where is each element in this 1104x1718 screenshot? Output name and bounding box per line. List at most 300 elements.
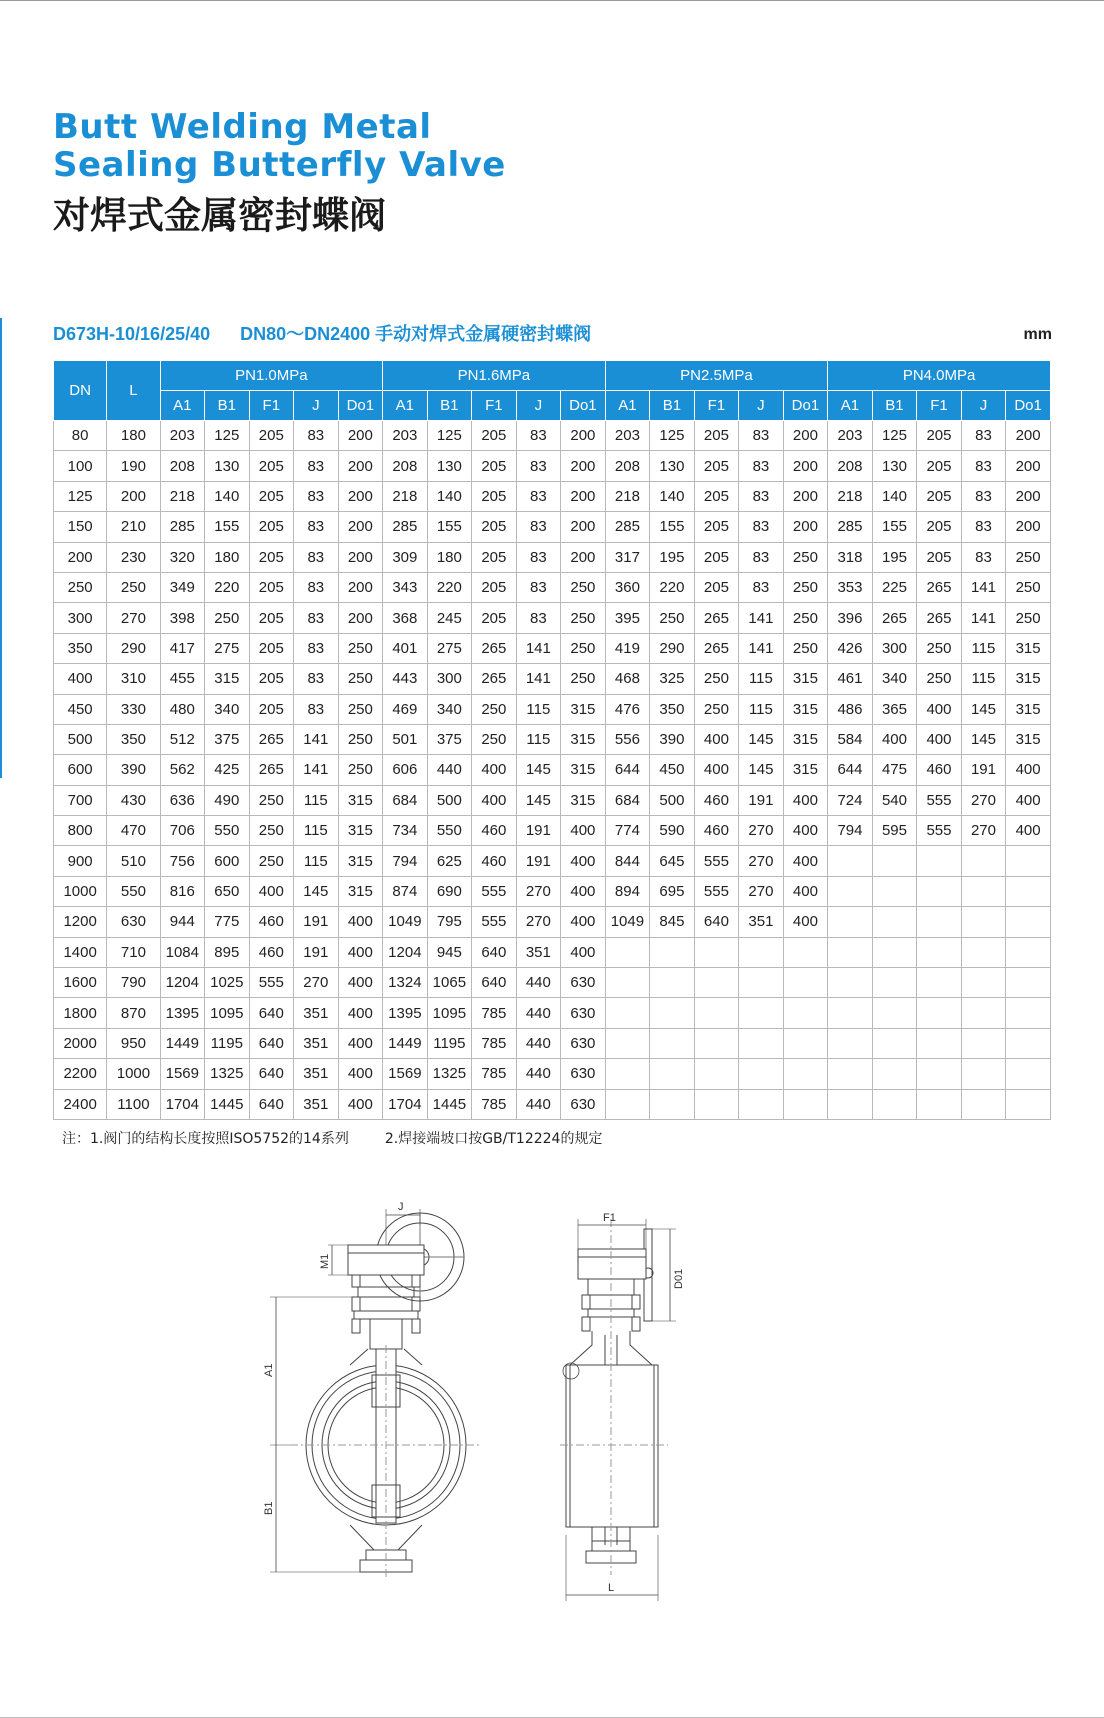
table-cell: 1800: [54, 998, 107, 1028]
table-cell: 1325: [205, 1059, 250, 1089]
table-cell: 130: [205, 451, 250, 481]
table-cell: 191: [516, 846, 561, 876]
table-cell: 83: [294, 542, 339, 572]
table-cell: 650: [205, 876, 250, 906]
table-cell: 83: [739, 512, 784, 542]
table-cell: 125: [54, 481, 107, 511]
table-cell: 83: [961, 481, 1006, 511]
table-cell: 200: [561, 451, 606, 481]
table-cell: [872, 846, 917, 876]
table-cell: 250: [249, 785, 294, 815]
table-cell: 200: [338, 542, 383, 572]
table-cell: 141: [294, 755, 339, 785]
table-cell: 556: [605, 724, 650, 754]
table-cell: 200: [338, 481, 383, 511]
table-cell: 125: [650, 421, 695, 451]
table-cell: 205: [917, 481, 962, 511]
table-cell: 270: [961, 816, 1006, 846]
model-code: D673H-10/16/25/40: [53, 324, 211, 344]
table-cell: [605, 968, 650, 998]
table-row: [54, 512, 1051, 542]
table-cell: 265: [249, 724, 294, 754]
table-cell: 290: [650, 633, 695, 663]
side-gearbox: [578, 1249, 646, 1279]
table-cell: 205: [249, 633, 294, 663]
table-cell: 600: [54, 755, 107, 785]
table-cell: 270: [516, 876, 561, 906]
table-cell: 155: [872, 512, 917, 542]
dim-label-b1: B1: [263, 1501, 275, 1515]
dim-label-a1: A1: [263, 1363, 275, 1377]
table-cell: 340: [205, 694, 250, 724]
table-cell: 400: [783, 816, 828, 846]
table-cell: 220: [650, 572, 695, 602]
table-cell: 83: [516, 451, 561, 481]
table-cell: 550: [205, 816, 250, 846]
table-cell: 190: [107, 451, 160, 481]
table-cell: 315: [338, 876, 383, 906]
table-cell: 450: [54, 694, 107, 724]
table-row: [54, 542, 1051, 572]
table-cell: 300: [427, 664, 472, 694]
table-cell: 208: [383, 451, 428, 481]
table-cell: 400: [472, 785, 517, 815]
table-cell: [605, 1028, 650, 1058]
table-cell: 191: [961, 755, 1006, 785]
table-cell: 460: [249, 937, 294, 967]
table-cell: 595: [872, 816, 917, 846]
table-cell: 460: [694, 785, 739, 815]
table-cell: 205: [917, 542, 962, 572]
table-cell: 417: [160, 633, 205, 663]
table-cell: 1000: [107, 1059, 160, 1089]
header-sub-j: J: [961, 391, 1006, 421]
table-cell: 600: [205, 846, 250, 876]
table-cell: 83: [739, 542, 784, 572]
table-cell: 245: [427, 603, 472, 633]
table-cell: 1400: [54, 937, 107, 967]
table-cell: 390: [107, 755, 160, 785]
table-cell: [605, 1059, 650, 1089]
table-cell: 870: [107, 998, 160, 1028]
left-accent-bar: [0, 318, 2, 778]
table-cell: [917, 998, 962, 1028]
table-cell: [1006, 1089, 1051, 1119]
table-cell: [961, 937, 1006, 967]
table-cell: 265: [472, 664, 517, 694]
table-cell: 83: [961, 542, 1006, 572]
table-cell: 141: [294, 724, 339, 754]
table-cell: 874: [383, 876, 428, 906]
table-cell: 150: [54, 512, 107, 542]
table-cell: 200: [1006, 451, 1051, 481]
table-cell: 115: [516, 694, 561, 724]
table-cell: 500: [54, 724, 107, 754]
table-cell: 1000: [54, 876, 107, 906]
gearbox: [348, 1245, 424, 1275]
table-cell: 555: [917, 816, 962, 846]
table-cell: 115: [961, 633, 1006, 663]
table-cell: 220: [205, 572, 250, 602]
header-group-pn2-5: PN2.5MPa: [605, 361, 828, 391]
header-sub-do1: Do1: [338, 391, 383, 421]
table-cell: 351: [739, 907, 784, 937]
table-cell: 724: [828, 785, 873, 815]
table-cell: 250: [338, 664, 383, 694]
table-cell: [694, 1059, 739, 1089]
header-group-pn4-0: PN4.0MPa: [828, 361, 1051, 391]
table-cell: [1006, 1028, 1051, 1058]
table-cell: 440: [516, 998, 561, 1028]
table-cell: 400: [783, 846, 828, 876]
table-cell: 640: [249, 1028, 294, 1058]
table-cell: 225: [872, 572, 917, 602]
table-cell: 785: [472, 1059, 517, 1089]
table-cell: 83: [294, 694, 339, 724]
table-cell: 400: [338, 1089, 383, 1119]
table-row: [54, 603, 1051, 633]
table-cell: 191: [739, 785, 784, 815]
table-cell: 690: [427, 876, 472, 906]
table-cell: 460: [249, 907, 294, 937]
table-cell: 205: [249, 421, 294, 451]
table-cell: 83: [961, 421, 1006, 451]
table-cell: [828, 1089, 873, 1119]
table-cell: 468: [605, 664, 650, 694]
table-cell: 205: [249, 694, 294, 724]
dim-label-f1: F1: [603, 1212, 616, 1224]
dim-label-l: L: [608, 1582, 615, 1594]
table-cell: 205: [249, 481, 294, 511]
table-row: [54, 876, 1051, 906]
table-cell: 180: [427, 542, 472, 572]
table-cell: 203: [828, 421, 873, 451]
table-cell: 200: [561, 512, 606, 542]
table-cell: [739, 998, 784, 1028]
table-cell: [828, 876, 873, 906]
table-cell: 250: [1006, 603, 1051, 633]
table-cell: 630: [561, 1028, 606, 1058]
table-cell: 2200: [54, 1059, 107, 1089]
table-cell: 684: [605, 785, 650, 815]
table-cell: 895: [205, 937, 250, 967]
table-cell: 470: [107, 816, 160, 846]
table-cell: 794: [383, 846, 428, 876]
table-cell: 315: [783, 755, 828, 785]
table-cell: 141: [961, 572, 1006, 602]
table-cell: 275: [427, 633, 472, 663]
table-cell: 285: [605, 512, 650, 542]
table-cell: 141: [516, 664, 561, 694]
table-cell: 900: [54, 846, 107, 876]
table-cell: [872, 1089, 917, 1119]
table-cell: [872, 1059, 917, 1089]
table-cell: 130: [427, 451, 472, 481]
table-cell: 400: [694, 755, 739, 785]
table-cell: 205: [249, 542, 294, 572]
table-cell: [961, 968, 1006, 998]
table-cell: 325: [650, 664, 695, 694]
table-cell: 950: [107, 1028, 160, 1058]
table-cell: 315: [1006, 664, 1051, 694]
table-cell: 155: [427, 512, 472, 542]
table-cell: 695: [650, 876, 695, 906]
table-cell: 205: [694, 542, 739, 572]
table-cell: 590: [650, 816, 695, 846]
table-row: [54, 1089, 1051, 1119]
table-cell: 205: [249, 603, 294, 633]
table-cell: 440: [516, 1059, 561, 1089]
title-english-line1: Butt Welding Metal: [53, 107, 432, 147]
table-cell: [917, 876, 962, 906]
table-cell: 630: [561, 968, 606, 998]
table-cell: 270: [739, 876, 784, 906]
table-cell: 400: [561, 816, 606, 846]
table-cell: [828, 968, 873, 998]
table-cell: 270: [294, 968, 339, 998]
table-cell: 400: [561, 846, 606, 876]
table-cell: 83: [961, 451, 1006, 481]
table-cell: 315: [1006, 724, 1051, 754]
table-cell: 205: [472, 603, 517, 633]
table-cell: 790: [107, 968, 160, 998]
table-cell: 205: [917, 451, 962, 481]
table-cell: 315: [561, 694, 606, 724]
title-english-line2: Sealing Butterfly Valve: [53, 145, 506, 185]
table-cell: 426: [828, 633, 873, 663]
table-cell: 200: [107, 481, 160, 511]
table-cell: 630: [107, 907, 160, 937]
table-cell: [650, 968, 695, 998]
table-cell: 115: [516, 724, 561, 754]
table-cell: 400: [694, 724, 739, 754]
table-cell: 300: [872, 633, 917, 663]
table-cell: 636: [160, 785, 205, 815]
table-cell: 285: [383, 512, 428, 542]
table-cell: 315: [1006, 633, 1051, 663]
table-header-row-groups: [54, 361, 1051, 391]
table-cell: 450: [650, 755, 695, 785]
table-cell: 555: [249, 968, 294, 998]
header-sub-b1: B1: [205, 391, 250, 421]
table-cell: [1006, 998, 1051, 1028]
table-cell: 145: [739, 755, 784, 785]
table-cell: 460: [472, 816, 517, 846]
table-cell: 512: [160, 724, 205, 754]
table-cell: 140: [205, 481, 250, 511]
table-cell: 83: [294, 572, 339, 602]
table-cell: 83: [294, 633, 339, 663]
table-cell: [783, 1089, 828, 1119]
table-cell: 285: [160, 512, 205, 542]
table-cell: 250: [561, 572, 606, 602]
table-cell: 1204: [383, 937, 428, 967]
table-cell: [783, 998, 828, 1028]
table-cell: 400: [561, 907, 606, 937]
table-cell: [961, 907, 1006, 937]
table-cell: 200: [561, 542, 606, 572]
table-cell: 270: [516, 907, 561, 937]
spec-table: [53, 360, 1051, 1120]
header-sub-j: J: [739, 391, 784, 421]
table-cell: 220: [427, 572, 472, 602]
header-sub-a1: A1: [828, 391, 873, 421]
table-cell: 250: [472, 724, 517, 754]
table-cell: [917, 1089, 962, 1119]
table-header-row-sub: [54, 391, 1051, 421]
table-row: [54, 633, 1051, 663]
note-2: 2.焊接端坡口按GB/T12224的规定: [384, 1131, 603, 1147]
table-cell: 191: [294, 937, 339, 967]
table-cell: 315: [783, 664, 828, 694]
table-cell: [605, 998, 650, 1028]
table-cell: 330: [107, 694, 160, 724]
table-cell: 1600: [54, 968, 107, 998]
table-cell: 205: [694, 572, 739, 602]
table-cell: 460: [917, 755, 962, 785]
table-cell: [739, 1089, 784, 1119]
table-cell: 351: [294, 1028, 339, 1058]
table-cell: [872, 1028, 917, 1058]
unit-label: mm: [1023, 326, 1052, 343]
header-sub-b1: B1: [650, 391, 695, 421]
table-row: [54, 572, 1051, 602]
table-cell: 315: [561, 724, 606, 754]
table-cell: 191: [294, 907, 339, 937]
table-cell: 203: [605, 421, 650, 451]
header-sub-f1: F1: [249, 391, 294, 421]
table-cell: 115: [294, 816, 339, 846]
table-cell: 315: [338, 816, 383, 846]
table-cell: 800: [54, 816, 107, 846]
table-cell: 115: [739, 694, 784, 724]
table-cell: 125: [872, 421, 917, 451]
table-cell: 145: [294, 876, 339, 906]
table-cell: [917, 1028, 962, 1058]
table-cell: 83: [739, 451, 784, 481]
table-cell: [650, 1028, 695, 1058]
table-cell: 309: [383, 542, 428, 572]
table-cell: 555: [472, 876, 517, 906]
table-cell: 250: [694, 694, 739, 724]
table-cell: 1395: [383, 998, 428, 1028]
table-cell: 210: [107, 512, 160, 542]
table-cell: [961, 1089, 1006, 1119]
table-cell: 315: [1006, 694, 1051, 724]
table-cell: [917, 846, 962, 876]
table-cell: [694, 937, 739, 967]
title-english: [53, 108, 506, 184]
table-cell: 205: [472, 451, 517, 481]
table-cell: 630: [561, 1089, 606, 1119]
table-cell: 250: [472, 694, 517, 724]
header-sub-b1: B1: [872, 391, 917, 421]
side-view: [560, 1219, 676, 1601]
table-cell: 205: [249, 512, 294, 542]
table-cell: 795: [427, 907, 472, 937]
table-cell: 1449: [160, 1028, 205, 1058]
table-cell: 200: [338, 512, 383, 542]
table-cell: 140: [872, 481, 917, 511]
table-cell: 270: [739, 846, 784, 876]
table-cell: 1569: [383, 1059, 428, 1089]
header-sub-f1: F1: [472, 391, 517, 421]
table-cell: 250: [205, 603, 250, 633]
table-cell: 440: [516, 1089, 561, 1119]
table-cell: 1100: [107, 1089, 160, 1119]
table-cell: 205: [472, 512, 517, 542]
table-cell: 400: [338, 907, 383, 937]
header-group-pn1-6: PN1.6MPa: [383, 361, 606, 391]
table-cell: 205: [472, 481, 517, 511]
table-cell: 400: [783, 907, 828, 937]
table-cell: 350: [107, 724, 160, 754]
table-cell: 83: [294, 451, 339, 481]
table-cell: 1324: [383, 968, 428, 998]
note-1: 注：1.阀门的结构长度按照ISO5752的14系列: [62, 1131, 349, 1147]
table-cell: [694, 1028, 739, 1058]
table-cell: 469: [383, 694, 428, 724]
table-cell: 644: [828, 755, 873, 785]
table-cell: 270: [107, 603, 160, 633]
table-cell: 400: [249, 876, 294, 906]
table-cell: 500: [650, 785, 695, 815]
side-body: [566, 1365, 658, 1527]
table-cell: 584: [828, 724, 873, 754]
header-sub-a1: A1: [383, 391, 428, 421]
table-cell: 844: [605, 846, 650, 876]
header-group-pn1-0: PN1.0MPa: [160, 361, 383, 391]
table-cell: 555: [917, 785, 962, 815]
table-cell: 350: [650, 694, 695, 724]
table-cell: 125: [427, 421, 472, 451]
table-cell: 265: [472, 633, 517, 663]
table-cell: 205: [249, 664, 294, 694]
table-row: [54, 451, 1051, 481]
table-row: [54, 907, 1051, 937]
table-cell: 315: [561, 785, 606, 815]
table-cell: 250: [783, 572, 828, 602]
table-cell: 205: [917, 512, 962, 542]
table-cell: 205: [694, 481, 739, 511]
table-cell: 340: [427, 694, 472, 724]
table-cell: [650, 998, 695, 1028]
table-cell: [872, 907, 917, 937]
table-cell: 360: [605, 572, 650, 602]
table-cell: 351: [294, 998, 339, 1028]
table-cell: 640: [472, 968, 517, 998]
table-cell: [739, 968, 784, 998]
table-cell: 430: [107, 785, 160, 815]
table-cell: 353: [828, 572, 873, 602]
table-cell: [872, 968, 917, 998]
table-row: [54, 968, 1051, 998]
table-cell: 400: [1006, 785, 1051, 815]
table-cell: 208: [605, 451, 650, 481]
table-cell: 83: [739, 572, 784, 602]
table-cell: 1195: [427, 1028, 472, 1058]
table-cell: [605, 1089, 650, 1119]
table-cell: [917, 968, 962, 998]
table-cell: 1084: [160, 937, 205, 967]
title-chinese: 对焊式金属密封蝶阀: [53, 194, 386, 237]
table-cell: 203: [383, 421, 428, 451]
table-cell: [961, 846, 1006, 876]
table-cell: 501: [383, 724, 428, 754]
table-cell: 401: [383, 633, 428, 663]
table-cell: 155: [650, 512, 695, 542]
table-cell: 419: [605, 633, 650, 663]
